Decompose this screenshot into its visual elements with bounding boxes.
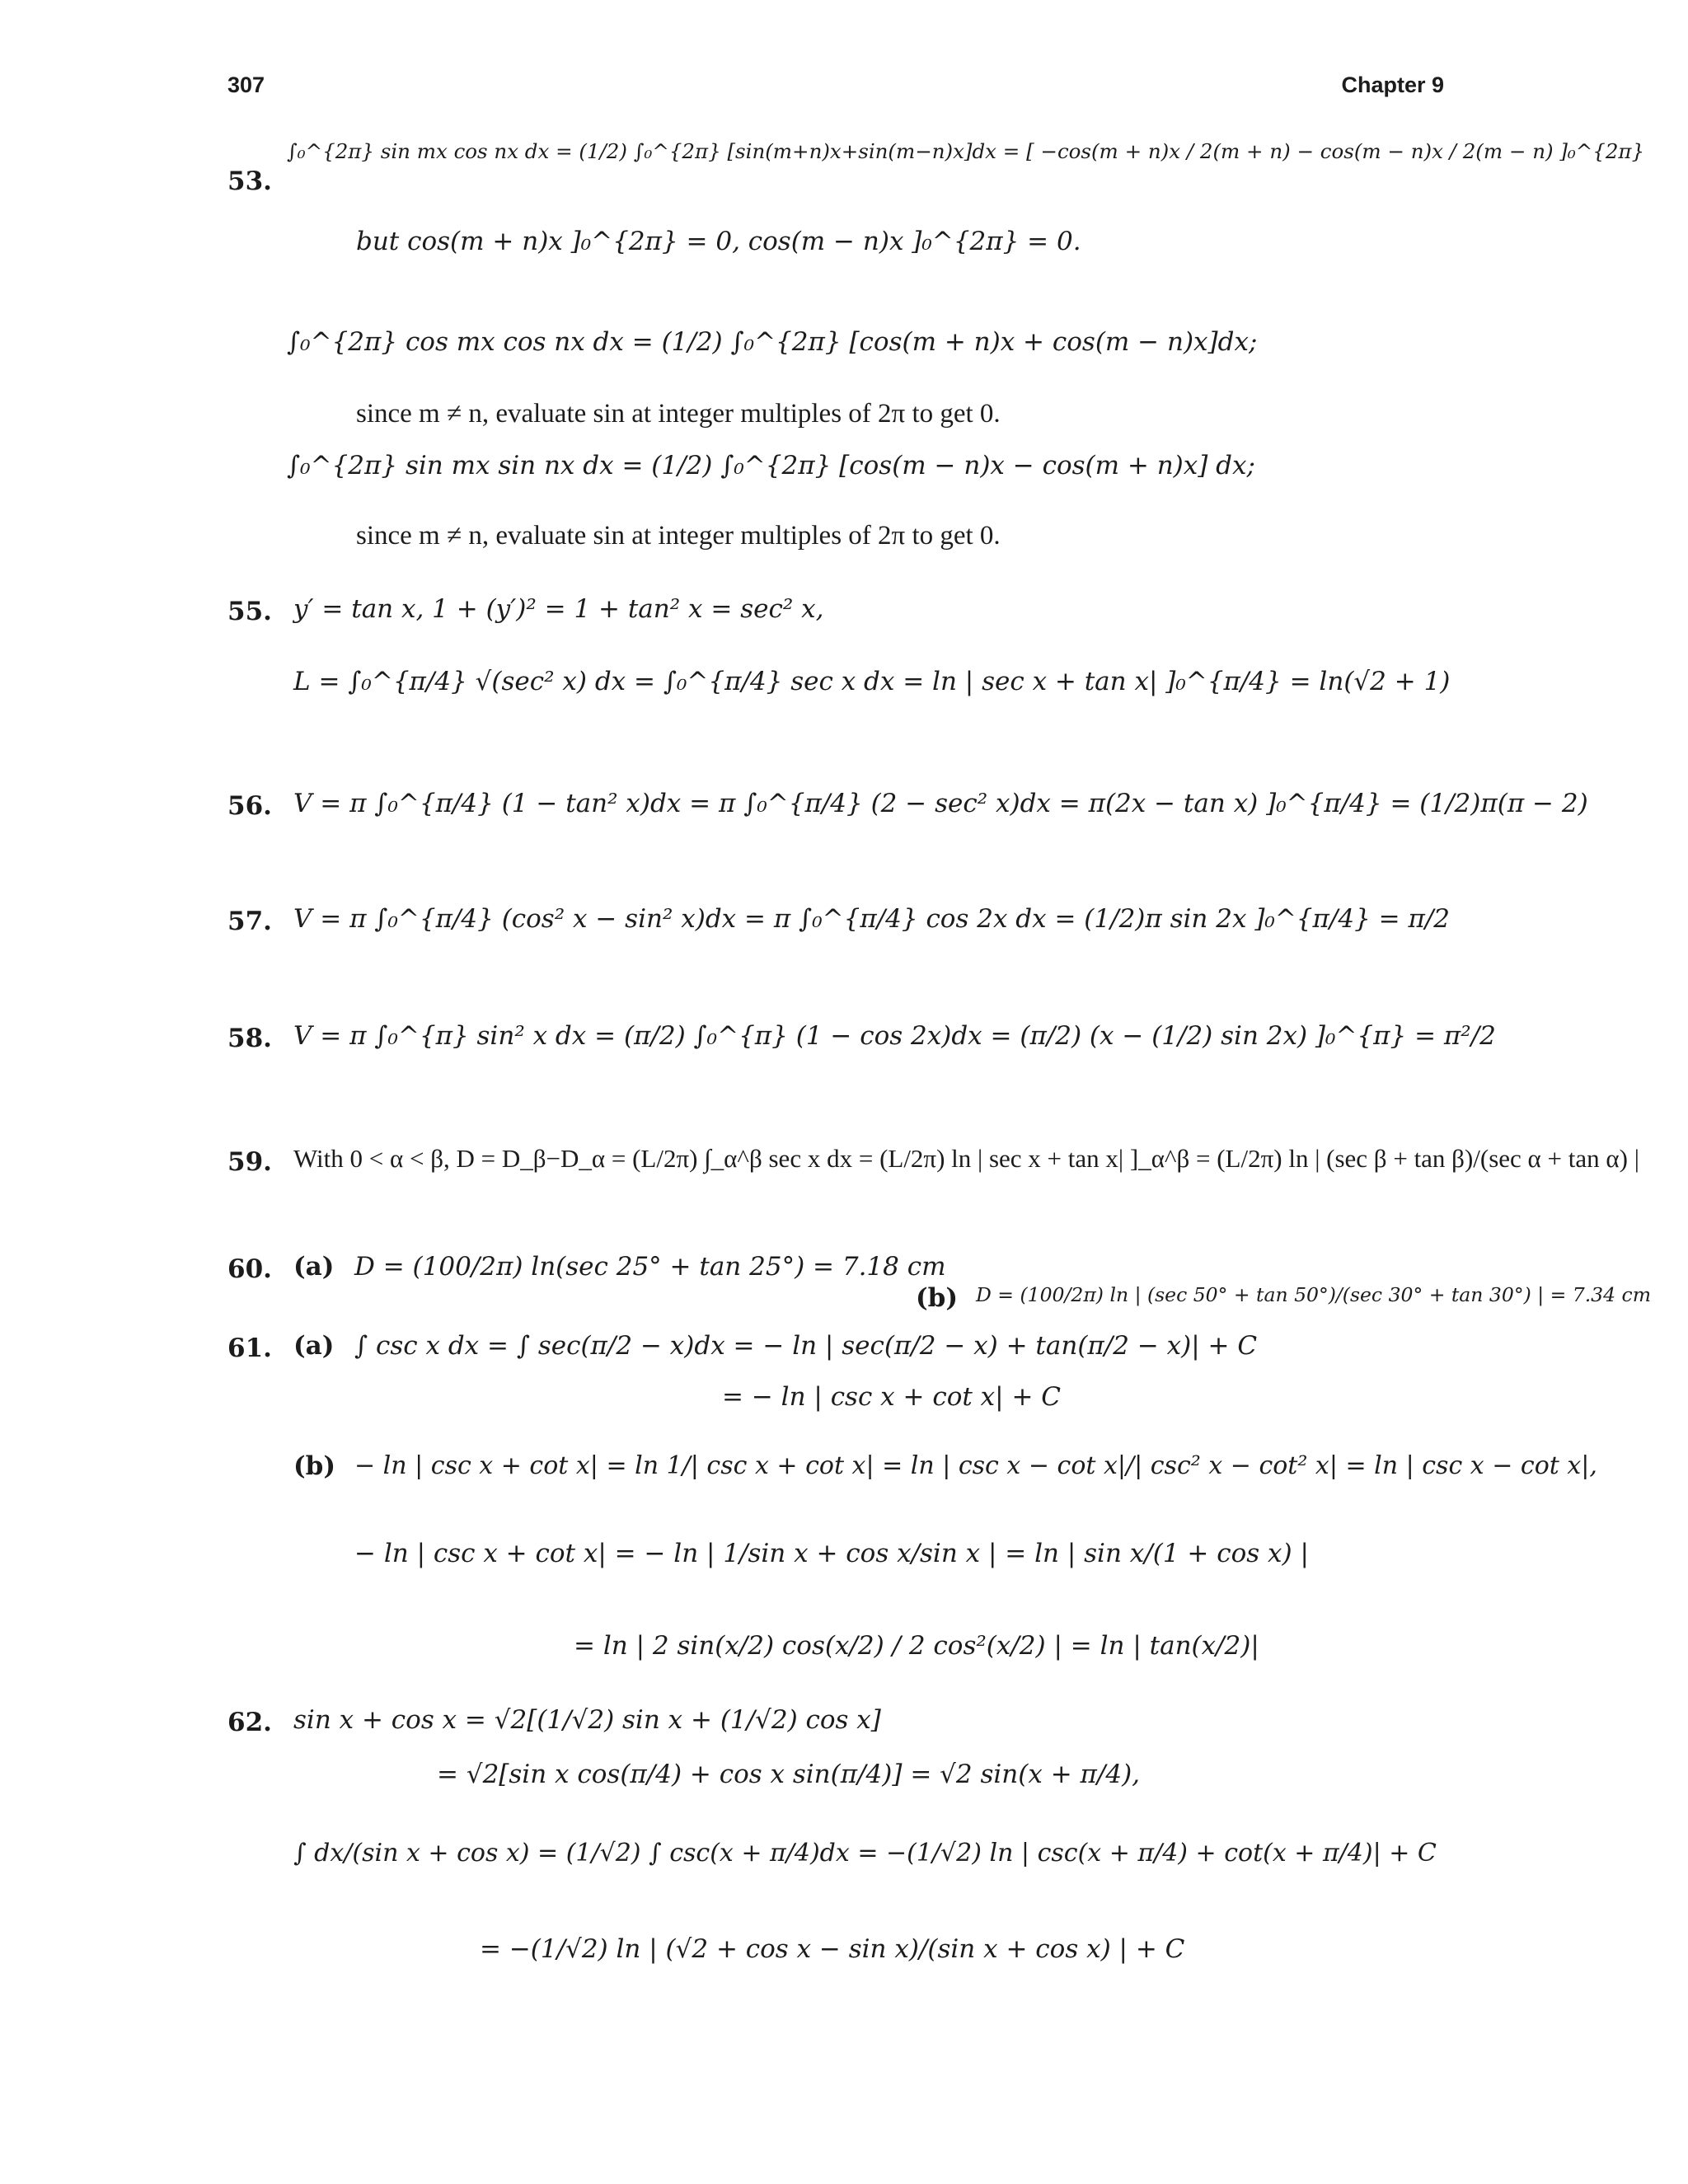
line-3: ∫ dx/(sin x + cos x) = (1/√2) ∫ csc(x + π/4)dx = −(1/√2) ln | csc(x + π/4) + cot(x + π/4)| + C (293, 1839, 1437, 1868)
line-4: = −(1/√2) ln | (√2 + cos x − sin x)/(sin x + cos x) | + C (480, 1934, 1185, 1964)
line-1: y′ = tan x, 1 + (y′)² = 1 + tan² x = sec² x, (293, 594, 824, 624)
part-a-line-2: but cos(m + n)x ]₀^{2π} = 0, cos(m − n)x ]₀^{2π} = 0. (356, 227, 1081, 256)
part-label: (b) (916, 1283, 959, 1313)
problem-number: 56. (227, 791, 272, 821)
part-label: (b) (293, 1451, 336, 1481)
problem-number: 58. (227, 1024, 272, 1053)
part-c-line-2: since m ≠ n, evaluate sin at integer multiples of 2π to get 0. (356, 521, 1001, 551)
chapter-label: Chapter 9 (1341, 73, 1444, 97)
line-1: With 0 < α < β, D = D_β−D_α = (L/2π) ∫_α^β sec x dx = (L/2π) ln | sec x + tan x| ]_α^β = (L/2π) ln | (sec β + tan β)/(sec α + tan α) | (293, 1144, 1639, 1173)
part-label: (a) (293, 1252, 335, 1282)
problem-number: 57. (227, 907, 272, 936)
part-c-line-1: ∫₀^{2π} sin mx sin nx dx = (1/2) ∫₀^{2π} [cos(m − n)x − cos(m + n)x] dx; (287, 451, 1255, 480)
problem-number: 60. (227, 1254, 272, 1284)
part-b-line-1: ∫₀^{2π} cos mx cos nx dx = (1/2) ∫₀^{2π} [cos(m + n)x + cos(m − n)x]dx; (287, 327, 1258, 357)
line-1: V = π ∫₀^{π/4} (1 − tan² x)dx = π ∫₀^{π/4} (2 − sec² x)dx = π(2x − tan x) ]₀^{π/4} = (1/2)π(π − 2) (293, 789, 1588, 818)
problem-number: 53. (227, 166, 272, 196)
line-2: L = ∫₀^{π/4} √(sec² x) dx = ∫₀^{π/4} sec x dx = ln | sec x + tan x| ]₀^{π/4} = ln(√2 + 1) (293, 667, 1451, 696)
part-a-line-1: D = (100/2π) ln(sec 25° + tan 25°) = 7.18 cm (354, 1252, 946, 1282)
line-1: V = π ∫₀^{π} sin² x dx = (π/2) ∫₀^{π} (1 − cos 2x)dx = (π/2) (x − (1/2) sin 2x) ]₀^{π} = π²/2 (293, 1021, 1496, 1051)
part-b-line-1: D = (100/2π) ln | (sec 50° + tan 50°)/(sec 30° + tan 30°) | = 7.34 cm (976, 1283, 1651, 1306)
problem-number: 62. (227, 1708, 272, 1737)
part-a-line-2: = − ln | csc x + cot x| + C (722, 1382, 1062, 1412)
line-1: sin x + cos x = √2[(1/√2) sin x + (1/√2) cos x] (293, 1705, 881, 1735)
problem-number: 55. (227, 597, 272, 626)
problem-number: 59. (227, 1147, 272, 1177)
part-b-line-3: = ln | 2 sin(x/2) cos(x/2) / 2 cos²(x/2) | = ln | tan(x/2)| (574, 1631, 1259, 1661)
part-b-line-2: − ln | csc x + cot x| = − ln | 1/sin x + cos x/sin x | = ln | sin x/(1 + cos x) | (354, 1539, 1309, 1568)
part-label: (a) (293, 1331, 335, 1361)
part-b-line-2: since m ≠ n, evaluate sin at integer multiples of 2π to get 0. (356, 399, 1001, 429)
part-a-line-1: ∫₀^{2π} sin mx cos nx dx = (1/2) ∫₀^{2π} [sin(m+n)x+sin(m−n)x]dx = [ −cos(m + n)x / 2(m + n) − cos(m − n)x / 2(m − n) ]₀^{2π} (287, 139, 1645, 163)
part-a-line-1: ∫ csc x dx = ∫ sec(π/2 − x)dx = − ln | sec(π/2 − x) + tan(π/2 − x)| + C (354, 1331, 1258, 1361)
part-b-line-1: − ln | csc x + cot x| = ln 1/| csc x + cot x| = ln | csc x − cot x|/| csc² x − cot² x| = ln | csc x − cot x|, (354, 1451, 1597, 1480)
page-number: 307 (227, 73, 265, 97)
line-1: V = π ∫₀^{π/4} (cos² x − sin² x)dx = π ∫₀^{π/4} cos 2x dx = (1/2)π sin 2x ]₀^{π/4} = π/2 (293, 904, 1451, 934)
problem-number: 61. (227, 1333, 272, 1363)
line-2: = √2[sin x cos(π/4) + cos x sin(π/4)] = √2 sin(x + π/4), (437, 1760, 1141, 1789)
